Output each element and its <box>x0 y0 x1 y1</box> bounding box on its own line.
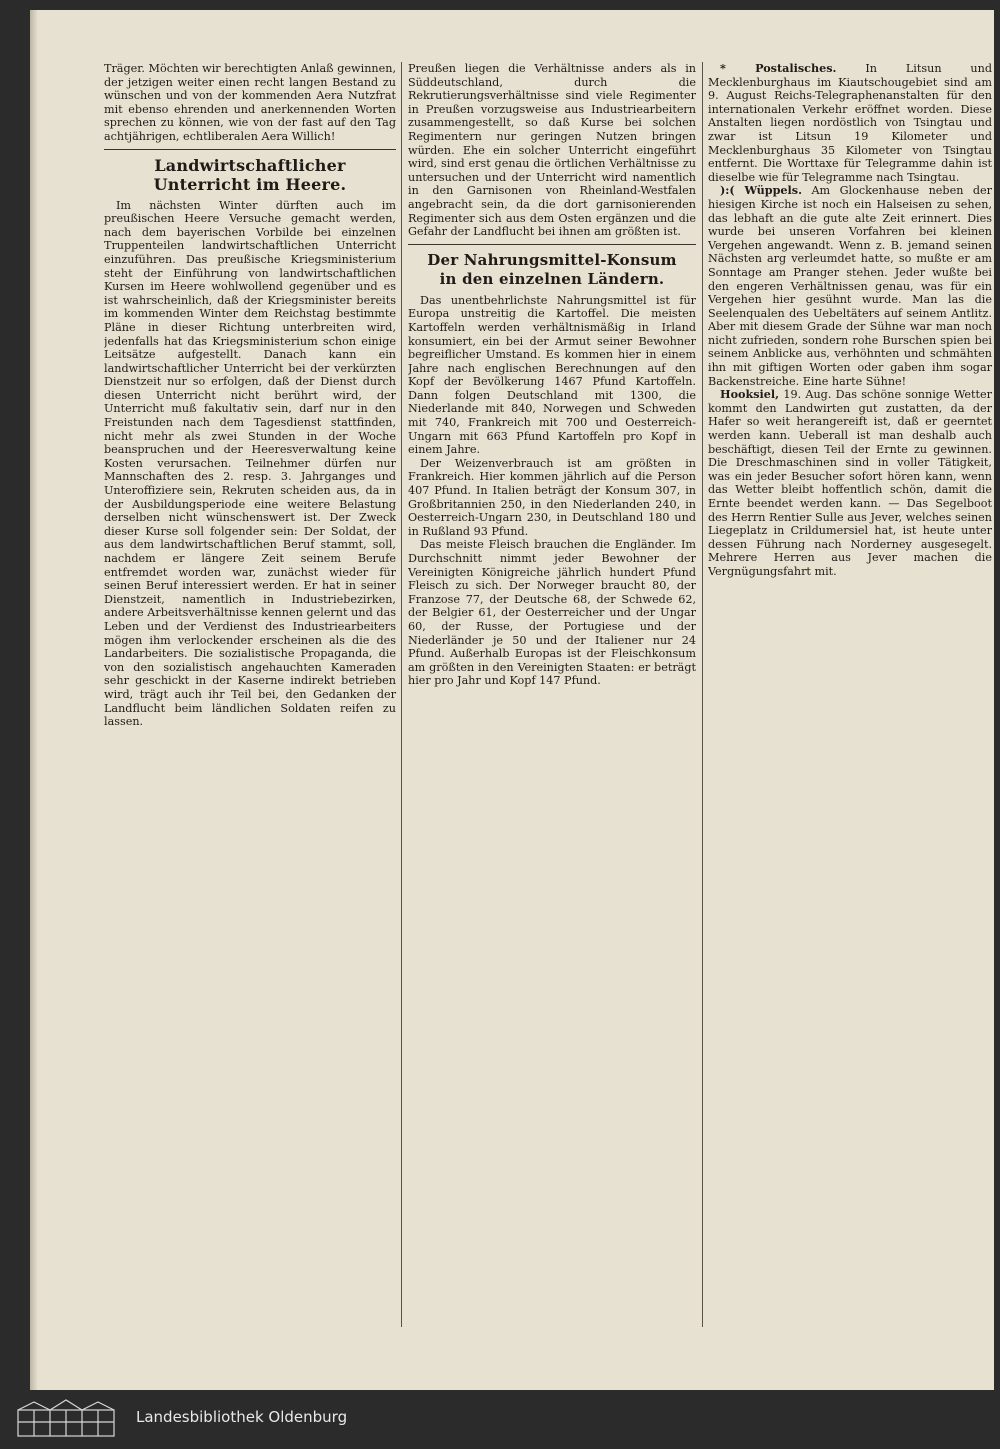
title-line: in den einzelnen Ländern. <box>439 269 665 288</box>
item-text: Das schöne sonnige Wetter kommt den Landwirten gut zustatten, da der Hafer so weit herangereift ist, daß er geerntet werden kann. Ueberall ist man deshalb auch beschäftigt, diesen Teil der Ernte zu gewinnen. Die Dreschmaschinen sind in voller Tätigkeit, was ein jeder Besucher sofort hören kann, wenn das Wetter bleibt hoffentlich schön, damit die Ernte beendet werden kann. — Das Segelboot des Herrn Rentier Sulle aus Jever, welches seinen Liegeplatz in Crildumersiel hat, ist heute unter dessen Führung nach Norderney ausgesegelt. Mehrere Herren aus Jever machen die Vergnügungsfahrt mit. <box>708 388 992 578</box>
library-building-icon <box>14 1398 118 1438</box>
library-footer <box>0 1390 1000 1449</box>
newspaper-page <box>30 10 994 1390</box>
article-paragraph: Das unentbehrlichste Nahrungsmittel ist für Europa unstreitig die Kartoffel. Die meisten Kartoffeln werden verhältnismäßig in Irland konsumiert, ein bei der Armut seiner Bewohner begreiflicher Umstand. Es kommen hier in einem Jahre nach englischen Berechnungen auf den Kopf der Bevölkerung 1467 Pfund Kartoffeln. Dann folgen Deutschland mit 1300, die Niederlande mit 840, Norwegen und Schweden mit 740, Frankreich mit 700 und Oesterreich-Ungarn mit 663 Pfund Kartoffeln pro Kopf in einem Jahre. <box>408 293 696 457</box>
article-paragraph: Der Weizenverbrauch ist am größten in Frankreich. Hier kommen jährlich auf die Person 407 Pfund. In Italien beträgt der Konsum 307, in Großbritannien 250, in den Niederlanden 240, in Oesterreich-Ungarn 230, in Deutschland 180 und in Rußland 93 Pfund. <box>408 456 696 538</box>
item-title: Hooksiel, <box>720 387 780 402</box>
news-item <box>708 388 992 578</box>
column-2 <box>408 62 696 1332</box>
news-item <box>708 184 992 388</box>
item-title: ):( Wüppels. <box>720 183 802 198</box>
column-divider <box>401 62 402 1327</box>
article-paragraph: Das meiste Fleisch brauchen die Engländer. Im Durchschnitt nimmt jeder Bewohner der Vereinigten Königreiche jährlich hundert Pfund Fleisch zu sich. Der Norweger braucht 80, der Franzose 77, der Deutsche 68, der Schwede 62, der Belgier 61, der Oesterreicher und der Ungar 60, der Russe, der Portugiese und der Niederländer je 50 und der Italiener nur 24 Pfund. Außerhalb Europas ist der Fleischkonsum am größten in den Vereinigten Staaten: er beträgt hier pro Jahr und Kopf 147 Pfund. <box>408 538 696 688</box>
title-line: Der Nahrungsmittel-Konsum <box>427 250 677 269</box>
library-name: Landesbibliothek Oldenburg <box>136 1408 348 1426</box>
column-3 <box>708 62 992 1332</box>
col2-intro: Preußen liegen die Verhältnisse anders als in Süddeutschland, durch die Rekrutierungsverhältnisse sind viele Regimenter in Preußen vorzugsweise aus Industriearbeitern zusammengestellt, so daß Kurse bei solchen Regimentern nur geringen Nutzen bringen würden. Ehe ein solcher Unterricht eingeführt wird, sind erst genau die örtlichen Verhältnisse zu untersuchen und der Unterricht wird namentlich in den Garnisonen von Rheinland-Westfalen angebracht sein, da die dort garnisonierenden Regimenter sich aus dem Osten ergänzen und die Gefahr der Landflucht bei ihnen am größten ist. <box>408 62 696 239</box>
article-title-landwirtschaft: Landwirtschaftlicher Unterricht im Heere. <box>153 155 347 194</box>
article-paragraph: Im nächsten Winter dürften auch im preußischen Heere Versuche gemacht werden, nach dem bayerischen Vorbilde bei einzelnen Truppenteilen landwirtschaftlichen Unterricht einzuführen. Das preußische Kriegsministerium steht der Einführung von landwirtschaftlichen Kursen im Heere wohlwollend gegenüber und es ist wahrscheinlich, daß der Kriegsminister bereits im kommenden Winter dem Reichstag bestimmte Pläne in dieser Richtung unterbreiten wird, jedenfalls hat das Kriegsministerium schon einige Leitsätze aufgestellt. Danach kann ein landwirtschaftlicher Unterricht bei der verkürzten Dienstzeit nur so erfolgen, daß der Dienst durch diesen Unterricht nicht berührt wird, der Unterricht muß fakultativ sein, darf nur in den Freistunden nach dem Tagesdienst stattfinden, nicht mehr als zwei Stunden in der Woche beanspruchen und der Heeresverwaltung keine Kosten verursachen. Teilnehmer dürfen nur Mannschaften des 2. resp. 3. Jahrganges und Unteroffiziere sein, Rekruten scheiden aus, da in der Ausbildungsperiode eine weitere Belastung derselben nicht wünschenswert ist. Der Zweck dieser Kurse soll folgender sein: Der Soldat, der aus dem landwirtschaftlichen Beruf stammt, soll, nachdem er längere Zeit seinem Berufe entfremdet worden war, zunächst wieder für seinen Beruf interessiert werden. Er hat in seiner Dienstzeit, namentlich in Industriebezirken, andere Arbeitsverhältnisse kennen gelernt und das Leben und der Verdienst des Industriearbeiters mögen ihm verlockender erscheinen als die des Landarbeiters. Die sozialistische Propaganda, die von den sozialistisch angehauchten Kameraden sehr geschickt in der Kaserne indirekt betrieben wird, trägt auch ihr Teil bei, den Gedanken der Landflucht beim ländlichen Soldaten reifen zu lassen. <box>104 198 396 729</box>
section-rule <box>408 244 696 245</box>
column-1 <box>104 62 396 1332</box>
item-text: In Litsun und Mecklenburghaus im Kiautschougebiet sind am 9. August Reichs-Telegraphenanstalten für den internationalen Verkehr eröffnet worden. Diese Anstalten liegen nordöstlich von Tsingtau und zwar ist Litsun 19 Kilometer und Mecklenburghaus 35 Kilometer von Tsingtau entfernt. Die Worttaxe für Telegramme dahin ist dieselbe wie für Telegramme nach Tsingtau. <box>708 62 992 184</box>
col1-intro: Träger. Möchten wir berechtigten Anlaß gewinnen, der jetzigen weiter einen recht langen Bestand zu wünschen und von der kommenden Aera Nutzfrat mit ebenso ehrenden und anerkennenden Worten sprechen zu können, wie von der fast auf den Tag achtjährigen, echtliberalen Aera Willich! <box>104 62 396 143</box>
section-rule <box>104 149 396 150</box>
item-title: * Postalisches. <box>720 62 837 75</box>
column-divider <box>702 62 703 1327</box>
item-date: 19. Aug. <box>783 388 832 402</box>
article-title-nahrungsmittel <box>408 251 696 289</box>
item-text: Am Glockenhause neben der hiesigen Kirche ist noch ein Halseisen zu sehen, das lebhaft an die gute alte Zeit erinnert. Dies wurde bei unseren Vorfahren bei kleinen Vergehen angewandt. Wenn z. B. jemand seinen Nächsten arg verleumdet hatte, so mußte er am Sonntage am Pranger stehen. Jeder wußte bei den engeren Verhältnissen genau, was für ein Vergehen hier gesühnt wurde. Man las die Seelenqualen des Uebeltäters auf seinem Antlitz. Aber mit diesem Grade der Sühne war man noch nicht zufrieden, sondern rohe Burschen spien bei seinem Anblicke aus, verhöhnten und schmähten ihn mit giftigen Worten oder gaben ihm sogar Backenstreiche. Eine harte Sühne! <box>708 184 992 388</box>
news-item <box>708 62 992 184</box>
